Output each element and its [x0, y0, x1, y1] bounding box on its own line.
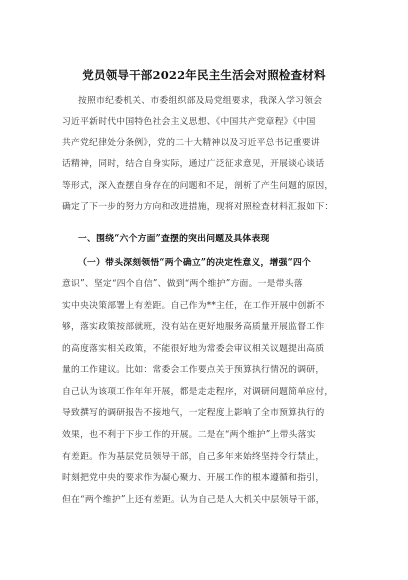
body-line: 但在“两个维护”上还有差距。认为自己是人大机关中层领导干部，	[62, 495, 325, 505]
body-line: 意识”、坚定“四个自信”、做到“两个维护”方面。一是带头落	[62, 279, 303, 289]
body-line: 共产党纪律处分条例》，党的二十大精神以及习近平总书记重要讲	[62, 138, 320, 148]
document-title: 党员领导干部2022年民主生活会对照检查材料	[82, 68, 326, 82]
body-line: 确定了下一步的努力方向和改进措施，现将对照检查材料汇报如下：	[62, 202, 334, 212]
subsection-heading: （一）带头深刻领悟“两个确立”的决定性意义，增强“四个	[78, 258, 312, 268]
body-line: 时刻把党中央的要求作为凝心聚力、开展工作的根本遵循和指引，	[62, 473, 325, 483]
body-line: 有差距。作为基层党员领导干部，自己多年来始终坚持令行禁止，	[62, 452, 325, 462]
body-line: 自己认为该项工作年年开展，都是走走程序，对调研问题简单应付，	[62, 387, 334, 397]
body-line: 够，落实政策按部就班，没有站在更好地服务高质量开展监督工作	[62, 322, 325, 332]
body-line: 习近平新时代中国特色社会主义思想、《中国共产党章程》《中国	[62, 117, 316, 127]
body-line: 的高度落实相关政策，不能很好地为常委会审议相关议题提出高质	[62, 344, 325, 354]
body-line: 实中央决策部署上有差距。自己作为**主任，在工作开展中创新不	[62, 301, 325, 311]
body-line: 按照市纪委机关、市委组织部及局党组要求，我深入学习领会	[78, 96, 323, 106]
body-line: 效果，也不利于下步工作的开展。二是在“两个维护”上带头落实	[62, 430, 316, 440]
body-line: 话精神，同时，结合自身实际，通过广泛征求意见，开展谈心谈话	[62, 159, 325, 169]
body-line: 等形式，深入查摆自身存在的问题和不足，剖析了产生问题的原因，	[62, 181, 334, 191]
body-line: 量的工作建议。比如：常委会工作要点关于预算执行情况的调研，	[62, 365, 325, 375]
section-heading: 一、围绕“六个方面”查摆的突出问题及具体表现	[78, 234, 270, 244]
body-line: 导致撰写的调研报告不接地气，一定程度上影响了全市预算执行的	[62, 408, 325, 418]
